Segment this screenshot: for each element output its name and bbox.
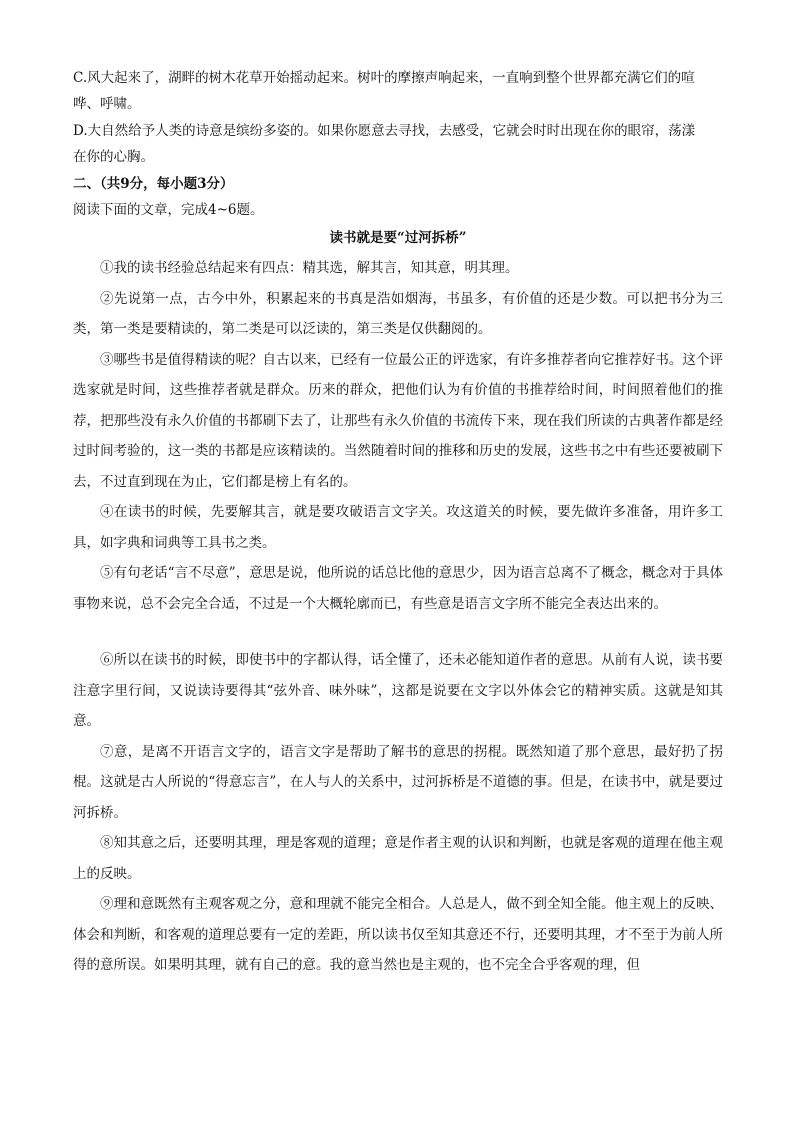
article-paragraph-4: ④在读书的时候，先要解其言，就是要攻破语言文字关。攻这道关的时候，要先做许多准备，用许多工具，如字典和词典等工具书之类。 (73, 504, 723, 551)
article-paragraph-3: ③哪些书是值得精读的呢？自古以来，已经有一位最公正的评选家，有许多推荐者向它推荐好书。这个评选家就是时间，这些推荐者就是群众。历来的群众，把他们认为有价值的书推荐给时间，时间照着他们的推荐，把那些没有永久价值的书都刷下去了，让那些有永久价值的书流传下来，现在我们所读的古典著作都是经过时间考验的，这一类的书都是应该精读的。当然随着时间的推移和历史的发展，这些书之中有些还要被刷下去，不过直到现在为止，它们都是榜上有名的。 (73, 351, 723, 490)
article-paragraph-9: ⑨理和意既然有主观客观之分，意和理就不能完全相合。人总是人，做不到全知全能。他主观上的反映、体会和判断，和客观的道理总要有一定的差距，所以读书仅至知其意还不行，还要明其理，才不至于为前人所得的意所误。如果明其理，就有自己的意。我的意当然也是主观的，也不完全合乎客观的理，但 (73, 896, 723, 973)
article-paragraph-5: ⑤有句老话“言不尽意”，意思是说，他所说的话总比他的意思少，因为语言总离不了概念，概念对于具体事物来说，总不会完全合适，不过是一个大概轮廓而已，有些意是语言文字所不能完全表达出来的。 (73, 565, 723, 612)
article-paragraph-6: ⑥所以在读书的时候，即使书中的字都认得，话全懂了，还未必能知道作者的意思。从前有人说，读书要注意字里行间，又说读诗要得其“弦外音、味外味”，这都是说要在文字以外体会它的精神实质。这就是知其意。 (73, 652, 723, 729)
document-page (73, 65, 723, 981)
article-paragraph-1: ①我的读书经验总结起来有四点：精其选，解其言，知其意，明其理。 (100, 260, 519, 276)
article-title: 读书就是要“过河拆桥” (329, 230, 467, 246)
article-paragraph-8: ⑧知其意之后，还要明其理，理是客观的道理；意是作者主观的认识和判断，也就是客观的道理在他主观上的反映。 (73, 835, 723, 882)
option-c-line-1: C.风大起来了，湖畔的树木花草开始摇动起来。树叶的摩擦声响起来，一直响到整个世界都充满它们的喧 (73, 70, 695, 86)
article-paragraph-7: ⑦意，是离不开语言文字的，语言文字是帮助了解书的意思的拐棍。既然知道了那个意思，最好扔了拐棍。这就是古人所说的“得意忘言”，在人与人的关系中，过河拆桥是不道德的事。但是，在读书中，就是要过河拆桥。 (73, 743, 723, 821)
section-heading: 二、（共9分，每小题3分） (73, 176, 234, 192)
article-paragraph-2: ②先说第一点，古今中外，积累起来的书真是浩如烟海，书虽多，有价值的还是少数。可以把书分为三类，第一类是要精读的，第二类是可以泛读的，第三类是仅供翻阅的。 (73, 290, 723, 337)
option-c-line-2: 哗、呼啸。 (73, 96, 141, 112)
option-d-line-2: 在你的心胸。 (73, 149, 154, 165)
section-instruction: 阅读下面的文章，完成4~6题。 (73, 202, 264, 218)
option-d-line-1: D.大自然给予人类的诗意是缤纷多姿的。如果你愿意去寻找，去感受，它就会时时出现在你的眼帘，荡漾 (73, 123, 696, 139)
